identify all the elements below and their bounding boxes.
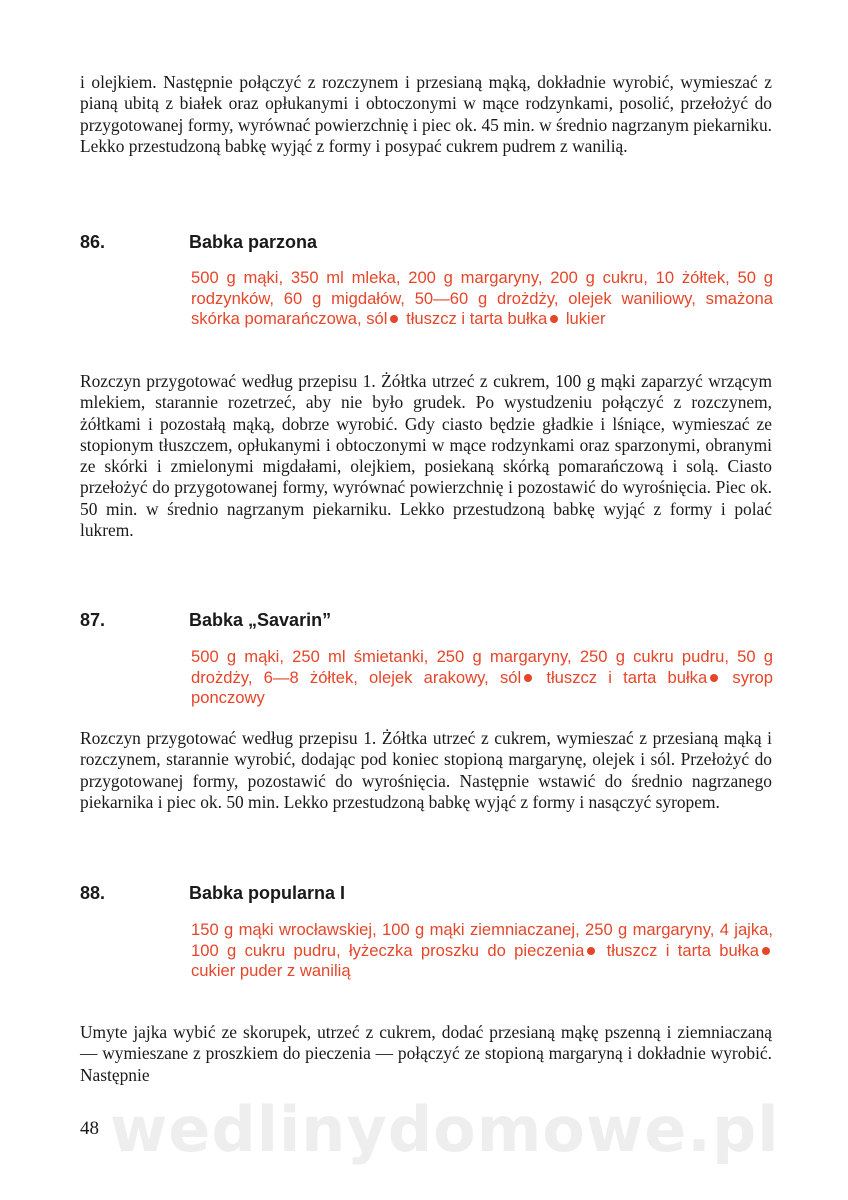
method-text: Rozczyn przygotować według przepisu 1. Żółtka utrzeć z cukrem, wymieszać z przesianą mąką i rozczynem, starannie wyrobić, dodając pod koniec stopioną margarynę, olejek i sól. Przełożyć do przygotowanej formy, pozostawić do wyrośnięcia. Następnie wstawić do średnio nagrzanego piekarnika i piec ok. 50 min. Lekko przestudzoną babkę wyjąć z formy i nasączyć syropem.: [80, 728, 772, 812]
recipe-heading: [80, 883, 780, 909]
recipe-title: Babka parzona: [189, 232, 318, 252]
continued-method-text: i olejkiem. Następnie połączyć z rozczynem i przesianą mąką, dokładnie wyrobić, wymieszać z pianą ubitą z białek oraz opłukanymi i obtoczonymi w mące rodzynkami, posolić, przełożyć do przygotowanej formy, wyrównać powierzchnię i piec ok. 45 min. w średnio nagrzanym piekarniku. Lekko przestudzoną babkę wyjąć z formy i posypać cukrem pudrem z wanilią.: [80, 72, 772, 156]
ingredient-list: [191, 920, 773, 982]
recipe-number: 87.: [80, 610, 106, 630]
ingredient-main: 500 g mąki, 350 ml mleka, 200 g margaryny, 200 g cukru, 10 żółtek, 50 g rodzynków, 60 g migdałów, 50—60 g drożdży, olejek waniliowy, smażona skórka pomarańczowa, sól: [191, 268, 773, 329]
bullet-icon: [710, 674, 718, 682]
bullet-icon: [524, 674, 532, 682]
bullet-icon: [762, 947, 770, 955]
ingredient-extra: lukier: [565, 309, 606, 329]
method-text: Umyte jajka wybić ze skorupek, utrzeć z cukrem, dodać przesianą mąkę pszenną i ziemniaczaną — wymieszane z proszkiem do pieczenia — połączyć ze stopioną margaryną i dokładnie wyrobić. Następnie: [80, 1022, 772, 1085]
ingredient-extra: tłuszcz i tarta bułka: [406, 309, 548, 329]
recipe-heading: [80, 610, 780, 636]
ingredient-extra: syrop ponczowy: [191, 667, 773, 708]
bullet-icon: [550, 315, 558, 323]
ingredient-list: [191, 268, 773, 330]
bullet-icon: [587, 947, 595, 955]
recipe-title: Babka popularna I: [189, 883, 346, 903]
watermark: wedlinydomowe.pl: [110, 1093, 780, 1166]
method-text: Rozczyn przygotować według przepisu 1. Żółtka utrzeć z cukrem, 100 g mąki zaparzyć wrzącym mlekiem, starannie rozetrzeć, aby nie było grudek. Po wystudzeniu połączyć z rozczynem, żółtkami i pozostałą mąką, dobrze wyrobić. Gdy ciasto będzie gładkie i lśniące, wymieszać ze stopionym tłuszczem, opłukanymi i obtoczonymi w mące rodzynkami oraz sparzonymi, obranymi ze skórki i zmielonymi migdałami, olejkiem, posiekaną skórką pomarańczową i solą. Ciasto przełożyć do przygotowanej formy, wyrównać powierzchnię i pozostawić do wyrośnięcia. Piec ok. 50 min. w średnio nagrzanym piekarniku. Lekko przestudzoną babkę wyjąć z formy i polać lukrem.: [80, 371, 772, 541]
ingredient-list: [191, 647, 773, 709]
recipe-title: Babka „Savarin”: [189, 610, 332, 630]
page-number: 48: [80, 1118, 99, 1139]
ingredient-extra: tłuszcz i tarta bułka: [606, 940, 759, 960]
recipe-heading: [80, 232, 780, 258]
recipe-number: 88.: [80, 883, 106, 903]
ingredient-main: 500 g mąki, 250 ml śmietanki, 250 g margaryny, 250 g cukru pudru, 50 g drożdży, 6—8 żółtek, olejek arakowy, sól: [191, 647, 773, 687]
ingredient-extra: tłuszcz i tarta bułka: [546, 667, 708, 687]
ingredient-extra: cukier puder z wanilią: [191, 961, 351, 981]
recipe-number: 86.: [80, 232, 106, 252]
bullet-icon: [390, 315, 398, 323]
ingredient-main: 150 g mąki wrocławskiej, 100 g mąki ziemniaczanej, 250 g margaryny, 4 jajka, 100 g cukru pudru, łyżeczka proszku do pieczenia: [191, 920, 773, 960]
